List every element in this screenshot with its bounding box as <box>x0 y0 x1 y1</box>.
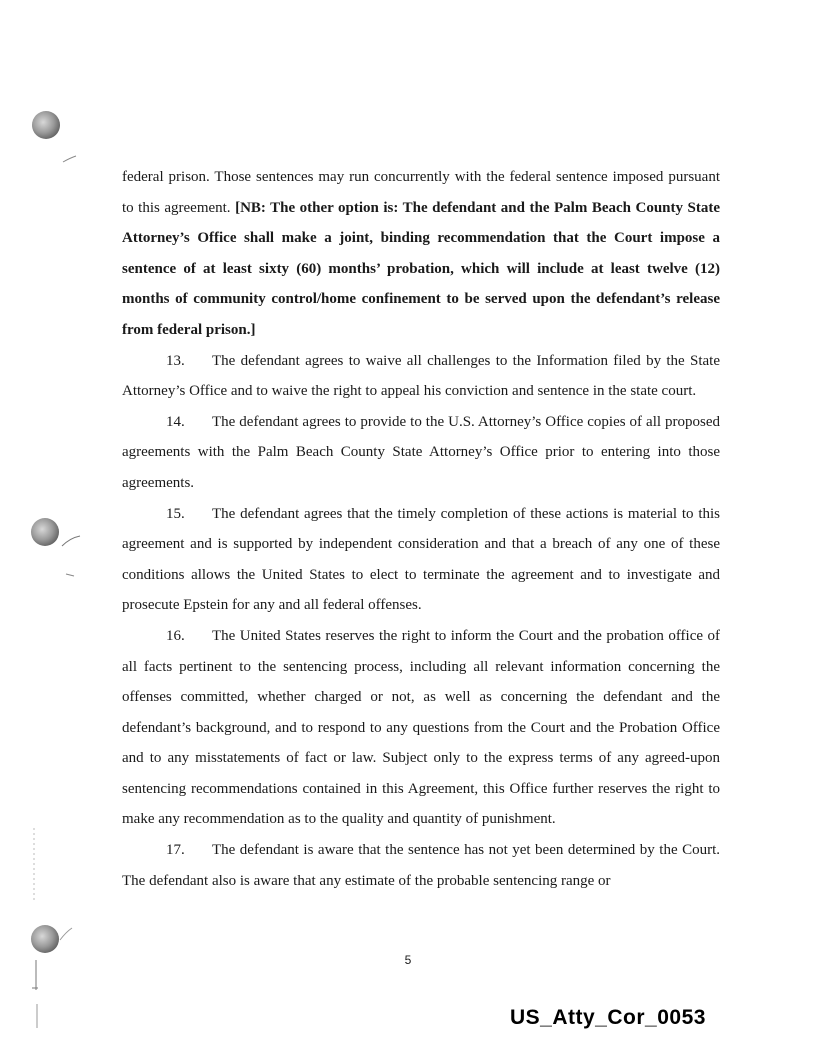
paragraph-number: 16. <box>166 627 185 644</box>
paragraph-text: The defendant agrees to waive all challenges to the Information filed by the State Attorney’s Office and to waive the right to appeal his conviction and sentence in the state court. <box>122 352 720 400</box>
paragraph-number: 13. <box>166 352 185 369</box>
paragraph-text: The defendant agrees to provide to the U.S. Attorney’s Office copies of all proposed agreements with the Palm Beach County State Attorney’s Office prior to entering into those agreements. <box>122 413 720 491</box>
paragraph-number: 17. <box>166 842 185 859</box>
page-number: 5 <box>404 953 412 967</box>
paragraph-continuation <box>122 162 720 346</box>
paragraph-text: The United States reserves the right to inform the Court and the probation office of all facts pertinent to the sentencing process, including all relevant information concerning the offenses committed, whether charged or not, as well as concerning the defendant and the defendant’s background, and to respond to any questions from the Court and the Probation Office and to any misstatements of fact or law. Subject only to the express terms of any agreed-upon sentencing recommendations contained in this Agreement, this Office further reserves the right to make any recommendation as to the quality and quantity of punishment. <box>122 627 720 828</box>
paragraph-16 <box>122 621 720 835</box>
document-body <box>122 162 720 896</box>
paragraph-14 <box>122 407 720 499</box>
editorial-note: [NB: The other option is: The defendant and the Palm Beach County State Attorney’s Office shall make a joint, binding recommendation that the Court impose a sentence of at least sixty (60) months’ probation, which will include at least twelve (12) months of community control/home confinement to be served upon the defendant’s release from federal prison.] <box>122 199 720 338</box>
scan-artifact-marks <box>0 0 100 1056</box>
paragraph-15 <box>122 499 720 621</box>
paragraph-text: The defendant agrees that the timely completion of these actions is material to this agreement and is supported by independent consideration and that a breach of any one of these conditions allows the United States to elect to terminate the agreement and to investigate and prosecute Epstein for any and all federal offenses. <box>122 505 720 614</box>
paragraph-number: 14. <box>166 413 185 430</box>
paragraph-number: 15. <box>166 505 185 522</box>
paragraph-text: federal prison. Those sentences may run concurrently with the federal sentence imposed pursuant to this agreement. <box>122 169 720 216</box>
paragraph-text: The defendant is aware that the sentence has not yet been determined by the Court. The defendant also is aware that any estimate of the probable sentencing range or <box>122 842 720 889</box>
bates-stamp: US_Atty_Cor_0053 <box>510 1006 706 1029</box>
paragraph-17 <box>122 835 720 896</box>
paragraph-13 <box>122 346 720 407</box>
